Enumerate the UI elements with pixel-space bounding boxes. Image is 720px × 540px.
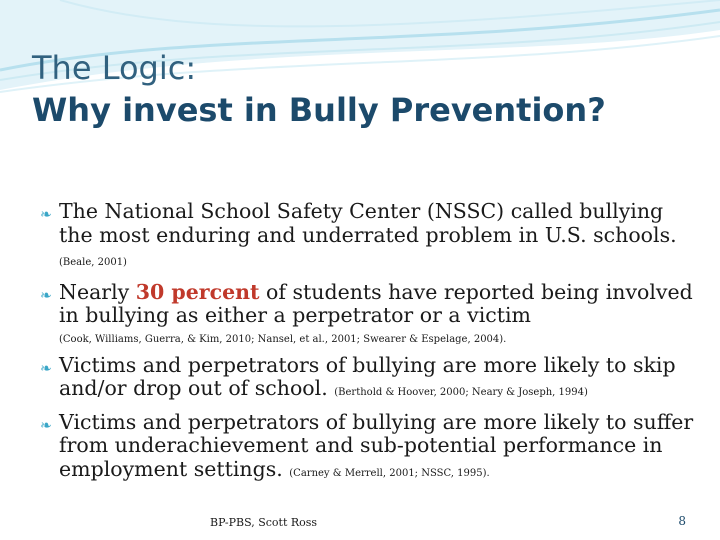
bullet-item	[40, 281, 700, 348]
bullet-item	[40, 354, 700, 405]
bullet-text-after: of students have reported being involved in bullying as either a perpetrator or a victim	[59, 279, 693, 327]
bullet-marker-icon: ❧	[40, 287, 52, 304]
footer-author: BP-PBS, Scott Ross	[210, 516, 318, 529]
slide-title	[32, 48, 606, 131]
citation: (Berthold & Hoover, 2000; Neary & Joseph, 1994)	[334, 387, 588, 398]
bullet-text: Victims and perpetrators of bullying are more likely to skip and/or drop out of school.	[59, 352, 676, 400]
bullet-item	[40, 200, 700, 275]
bullet-list	[40, 200, 700, 491]
bullet-item	[40, 411, 700, 486]
bullet-marker-icon: ❧	[40, 360, 52, 377]
highlight-statistic: 30 percent	[135, 279, 260, 304]
bullet-text-before: Nearly	[59, 279, 130, 304]
slide-title-line2: Why invest in Bully Prevention?	[32, 90, 606, 129]
citation: (Cook, Williams, Guerra, & Kim, 2010; Nansel, et al., 2001; Swearer & Espelage, 2004).	[59, 333, 507, 345]
bullet-marker-icon: ❧	[40, 207, 52, 223]
bullet-text: The National School Safety Center (NSSC) called bullying the most enduring and underrated problem in U.S. schools.	[59, 199, 677, 247]
bullet-text: Victims and perpetrators of bullying are more likely to suffer from underachievement and sub-potential performance in employment settings.	[59, 409, 694, 481]
citation: (Carney & Merrell, 2001; NSSC, 1995).	[289, 467, 490, 479]
citation: (Beale, 2001)	[59, 257, 127, 268]
slide-title-line1: The Logic:	[32, 49, 197, 87]
page-number: 8	[678, 514, 686, 528]
bullet-marker-icon: ❧	[40, 417, 52, 434]
